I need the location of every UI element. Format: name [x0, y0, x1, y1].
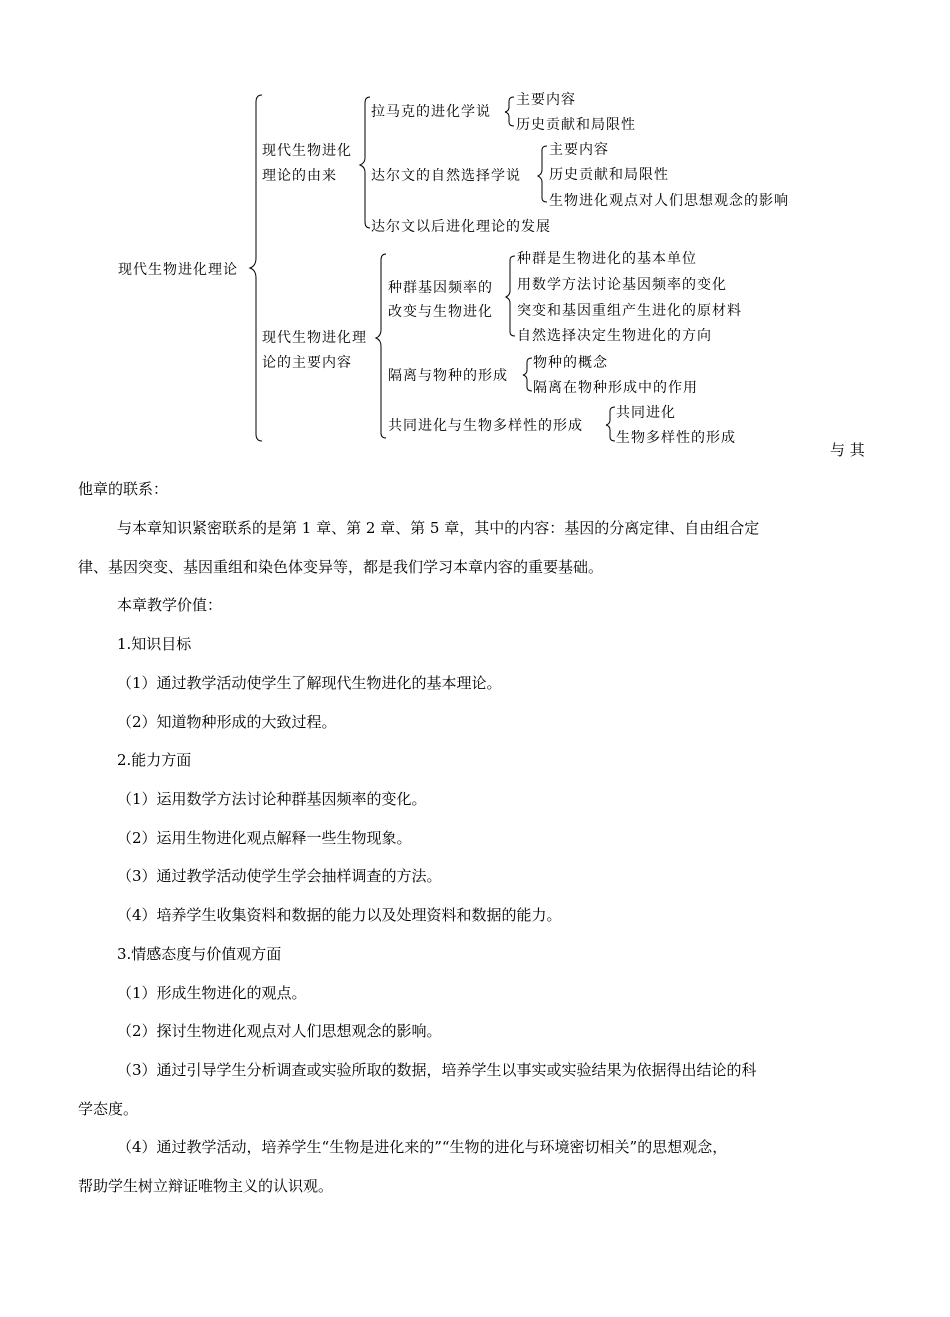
darwin-item-1: 主要内容 [549, 142, 609, 158]
gene-freq-brace [506, 256, 515, 336]
relation-heading-head: 他章的联系： [78, 480, 169, 498]
concept-map [0, 0, 950, 460]
coevolution-brace [606, 407, 615, 441]
darwin-label: 达尔文的自然选择学说 [371, 168, 521, 184]
darwin-brace [538, 146, 547, 202]
darwin-item-3: 生物进化观点对人们思想观念的影响 [549, 193, 789, 209]
attitude-heading: 3.情感态度与价值观方面 [117, 945, 282, 963]
isolation-label: 隔离与物种的形成 [388, 368, 508, 384]
knowledge-goal-item: （2）知道物种形成的大致过程。 [117, 713, 337, 731]
branch2-brace [376, 254, 386, 438]
knowledge-goals-heading: 1.知识目标 [117, 635, 192, 653]
lamarck-brace [505, 97, 514, 126]
isolation-item-2: 隔离在物种形成中的作用 [533, 380, 698, 396]
root-brace [250, 95, 262, 441]
gene-freq-item-3: 突变和基因重组产生进化的原材料 [517, 303, 742, 319]
ability-heading: 2.能力方面 [117, 751, 192, 769]
after-darwin-label: 达尔文以后进化理论的发展 [371, 219, 551, 235]
branch2-label-line2: 论的主要内容 [262, 355, 352, 371]
branch1-brace [360, 97, 370, 228]
coevolution-item-1: 共同进化 [616, 405, 676, 421]
darwin-item-2: 历史贡献和局限性 [549, 167, 669, 183]
gene-freq-label-line2: 改变与生物进化 [388, 304, 493, 320]
relation-paragraph-line1: 与本章知识紧密联系的是第 1 章、第 2 章、第 5 章，其中的内容：基因的分离定律、自由组合定 [117, 519, 760, 537]
branch1-label-line1: 现代生物进化 [262, 143, 352, 159]
gene-freq-item-2: 用数学方法讨论基因频率的变化 [517, 277, 727, 293]
attitude-item-4-line1: （4）通过教学活动，培养学生“生物是进化来的”“生物的进化与环境密切相关”的思想观念， [117, 1138, 728, 1156]
branch1-label-line2: 理论的由来 [262, 168, 337, 184]
isolation-item-1: 物种的概念 [533, 355, 608, 371]
attitude-item-3-line1: （3）通过引导学生分析调查或实验所取的数据，培养学生以事实或实验结果为依据得出结论的科 [117, 1061, 757, 1079]
isolation-brace [523, 358, 532, 391]
attitude-item-4-line2: 帮助学生树立辩证唯物主义的认识观。 [78, 1177, 334, 1195]
ability-item: （3）通过教学活动使学生学会抽样调查的方法。 [117, 867, 442, 885]
lamarck-label: 拉马克的进化学说 [371, 104, 491, 120]
attitude-item: （2）探讨生物进化观点对人们思想观念的影响。 [117, 1022, 442, 1040]
root-label: 现代生物进化理论 [118, 262, 238, 278]
coevolution-label: 共同进化与生物多样性的形成 [388, 418, 583, 434]
gene-freq-label-line1: 种群基因频率的 [388, 280, 493, 296]
branch2-label-line1: 现代生物进化理 [262, 330, 367, 346]
relation-paragraph-line2: 律、基因突变、基因重组和染色体变异等，都是我们学习本章内容的重要基础。 [78, 558, 604, 576]
attitude-item: （1）形成生物进化的观点。 [117, 984, 307, 1002]
lamarck-item-1: 主要内容 [516, 92, 576, 108]
relation-heading-tail: 与 其 [830, 441, 865, 459]
ability-item: （2）运用生物进化观点解释一些生物现象。 [117, 829, 412, 847]
gene-freq-item-4: 自然选择决定生物进化的方向 [517, 328, 712, 344]
teaching-value-heading: 本章教学价值： [117, 596, 223, 614]
knowledge-goal-item: （1）通过教学活动使学生了解现代生物进化的基本理论。 [117, 674, 502, 692]
gene-freq-item-1: 种群是生物进化的基本单位 [517, 251, 697, 267]
attitude-item-3-line2: 学态度。 [78, 1100, 139, 1118]
ability-item: （1）运用数学方法讨论种群基因频率的变化。 [117, 790, 427, 808]
ability-item: （4）培养学生收集资料和数据的能力以及处理资料和数据的能力。 [117, 906, 562, 924]
lamarck-item-2: 历史贡献和局限性 [516, 117, 636, 133]
coevolution-item-2: 生物多样性的形成 [616, 430, 736, 446]
